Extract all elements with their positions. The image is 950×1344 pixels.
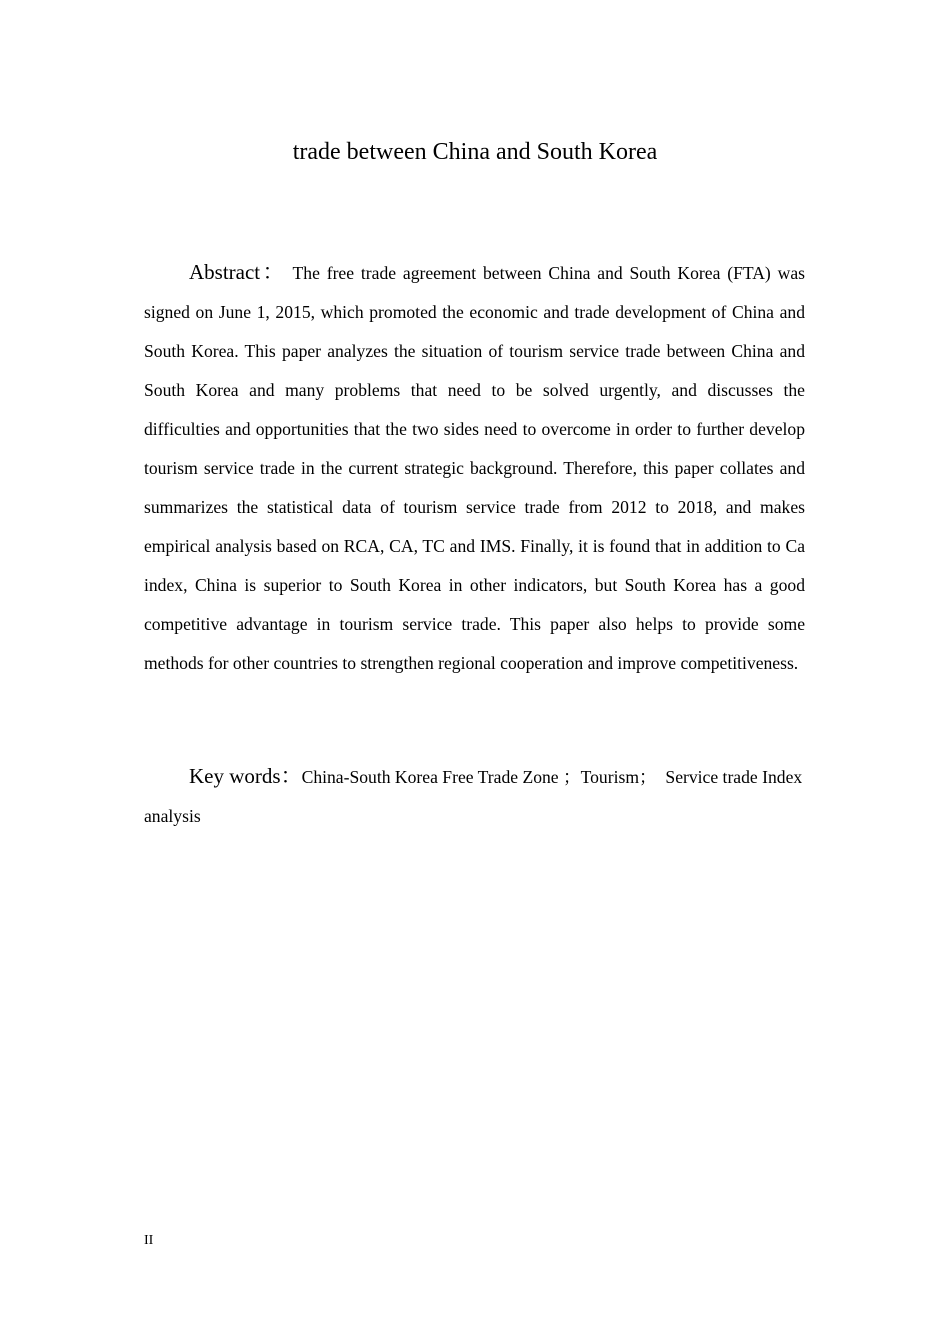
keyword-item: Index analysis bbox=[144, 767, 803, 826]
keyword-separator: ； bbox=[558, 767, 581, 787]
abstract-label: Abstract： bbox=[189, 260, 287, 284]
page-number: II bbox=[144, 1233, 154, 1248]
keyword-item: Service trade bbox=[665, 767, 758, 787]
keywords-label: Key words： bbox=[189, 764, 302, 788]
keywords-paragraph bbox=[144, 757, 805, 836]
keyword-item: Tourism bbox=[580, 767, 639, 787]
keyword-separator: ； bbox=[639, 767, 666, 787]
abstract-text: The free trade agreement between China and South Korea (FTA) was signed on June 1, 2015, which promoted the economic and trade development of China and South Korea. This paper analyzes the situation of tourism service trade between China and South Korea and many problems that need to be solved urgently, and discusses the difficulties and opportunities that the two sides need to overcome in order to further develop tourism service trade in the current strategic background. Therefore, this paper collates and summarizes the statistical data of tourism service trade from 2012 to 2018, and makes empirical analysis based on RCA, CA, TC and IMS. Finally, it is found that in addition to Ca index, China is superior to South Korea in other indicators, but South Korea has a good competitive advantage in tourism service trade. This paper also helps to provide some methods for other countries to strengthen regional cooperation and improve competitiveness. bbox=[144, 263, 805, 673]
paper-title: trade between China and South Korea bbox=[292, 139, 658, 165]
keyword-item: China-South Korea Free Trade Zone bbox=[301, 767, 559, 787]
abstract-paragraph bbox=[144, 253, 805, 683]
